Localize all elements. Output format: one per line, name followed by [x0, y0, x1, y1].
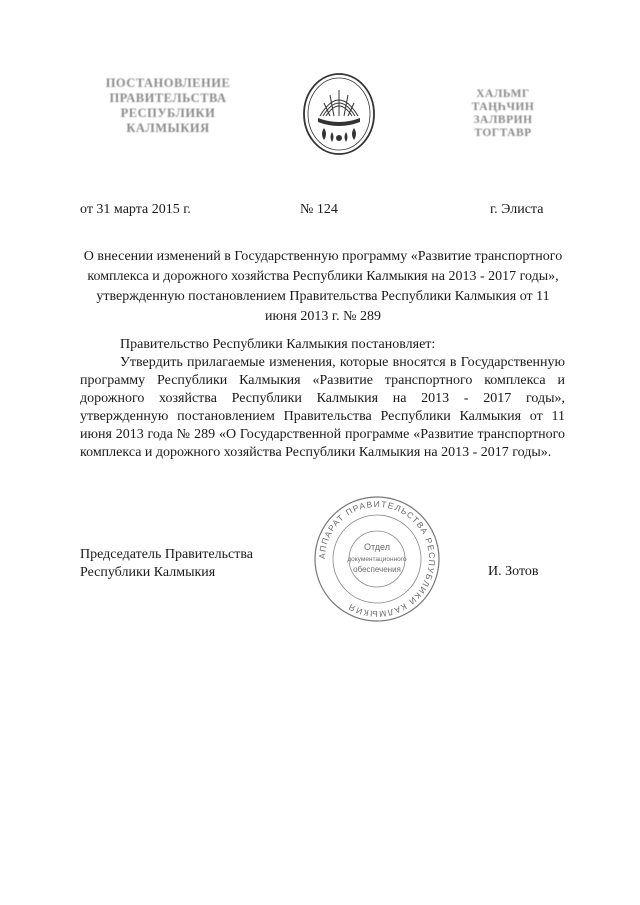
stamp-line: Отдел [363, 542, 391, 552]
header-right-line: ЗАЛВРИН [473, 114, 533, 126]
document-date: от 31 марта 2015 г. [80, 202, 191, 217]
document-city: г. Элиста [490, 202, 544, 217]
body-paragraph-intro: Правительство Республики Калмыкия постановляет: [120, 337, 436, 352]
header-left-title [88, 76, 248, 136]
header-right-line: ТАҢҺЧИН [471, 101, 535, 113]
header-left-line: ПРАВИТЕЛЬСТВА [109, 91, 227, 105]
header-left-line: РЕСПУБЛИКИ [120, 106, 216, 120]
signature-name: И. Зотов [488, 564, 539, 579]
signature-position [80, 546, 253, 582]
official-stamp [312, 494, 442, 624]
header-left-line: КАЛМЫКИЯ [126, 121, 210, 135]
coat-of-arms-icon [300, 70, 378, 158]
stamp-ring-text: АППАРАТ ПРАВИТЕЛЬСТВА РЕСПУБЛИКИ КАЛМЫКИЯ [316, 498, 438, 620]
stamp-line: документационного [347, 556, 407, 563]
document-number: № 124 [300, 202, 338, 217]
header-right-line: ХАЛЬМГ [476, 88, 530, 100]
document-title: О внесении изменений в Государственную программу «Развитие транспортного комплекса и дорожного хозяйства Республики Калмыкия на 2013 - 2017 годы», утвержденную постановлением Правительства Республики Калмыкия от 11 июня 2013 г. № 289 [83, 249, 563, 324]
signature-position-line: Республики Калмыкия [80, 565, 216, 580]
body-paragraph-main: Утвердить прилагаемые изменения, которые вносятся в Государственную программу Республики Калмыкия «Развитие транспортного комплекса и дорожного хозяйства Республики Калмыкия на 2013 - 2017 годы», утвержденную постановлением Правительства Республики Калмыкия от 11 июня 2013 года № 289 «О Государственной программе «Развитие транспортного комплекса и дорожного хозяйства Республики Калмыкия на 2013 - 2017 годы». [80, 355, 565, 460]
header-right-line: ТОГТАВР [474, 127, 532, 139]
header-left-line: ПОСТАНОВЛЕНИЕ [105, 76, 231, 90]
signature-position-line: Председатель Правительства [80, 547, 253, 562]
header-right-title [448, 88, 558, 140]
stamp-line: обеспечения [353, 565, 401, 574]
